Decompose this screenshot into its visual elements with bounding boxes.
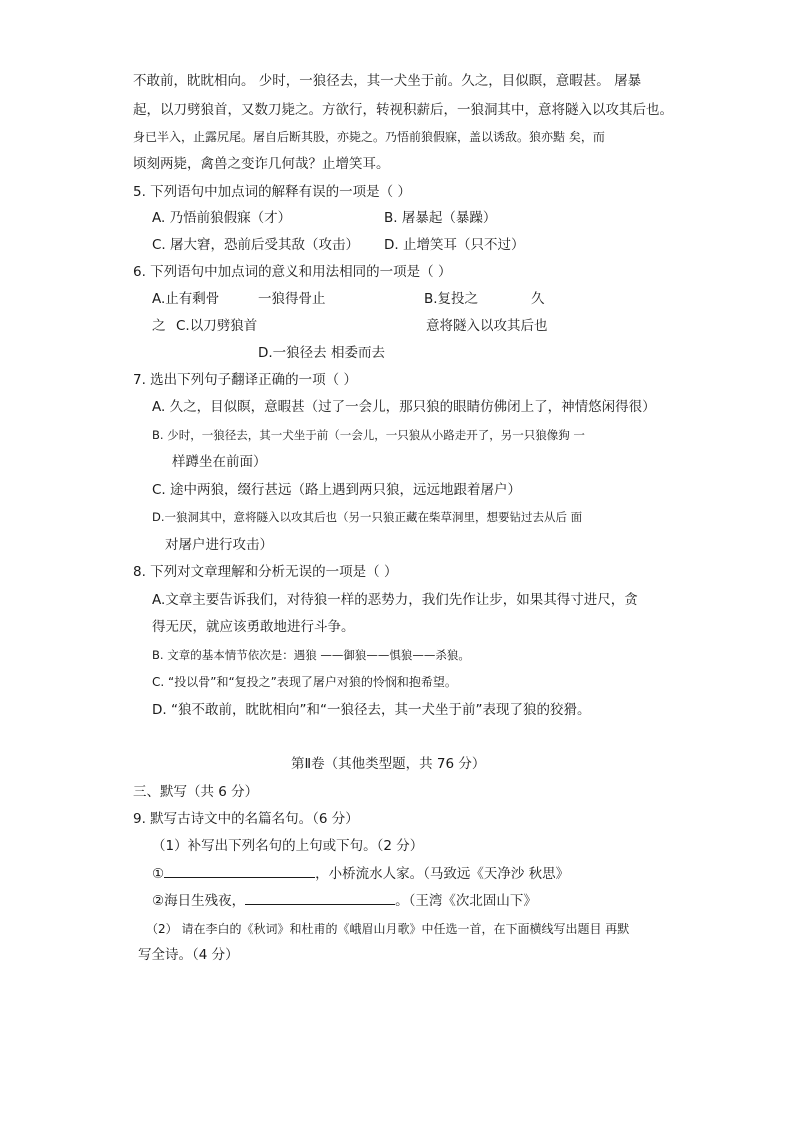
passage-line-2: 起，以刀劈狼首，又数刀毙之。方欲行，转视积薪后，一狼洞其中，意将隧入以攻其后也。 xyxy=(133,102,673,118)
q9-item-1-mark: ① xyxy=(152,866,165,882)
q8-option-d: D. “狼不敢前，眈眈相向”和“一狼径去，其一犬坐于前”表现了狼的狡猾。 xyxy=(152,702,591,718)
answer-blank-1[interactable] xyxy=(164,863,315,878)
q7-option-c: C. 途中两狼，缀行甚远（路上遇到两只狼，远远地跟着屠户） xyxy=(152,482,522,498)
q8-option-c: C. “投以骨”和“复投之”表现了屠户对狼的怜悯和抱希望。 xyxy=(152,675,457,689)
q8-option-a-line-1: A.文章主要告诉我们，对待狼一样的恶势力，我们先作让步，如果其得寸进尺，贪 xyxy=(152,592,638,608)
q8-stem: 8. 下列对文章理解和分析无误的一项是（ ） xyxy=(133,564,398,580)
q5-option-b: B. 屠暴起（暴躁） xyxy=(384,210,497,226)
q7-option-d-line-1: D.一狼洞其中，意将隧入以攻其后也（另一只狼正藏在柴草洞里，想要钻过去从后 面 xyxy=(152,510,583,524)
q5-option-c: C. 屠大窘，恐前后受其敌（攻击） xyxy=(152,237,360,253)
q7-option-b-line-2: 样蹲坐在前面） xyxy=(172,454,267,470)
passage-line-3: 身已半入，止露尻尾。屠自后断其股，亦毙之。乃悟前狼假寐，盖以诱敌。狼亦黠 矣，而 xyxy=(133,130,605,144)
q7-option-b-line-1: B. 少时，一狼径去，其一犬坐于前（一会儿，一只狼从小路走开了，另一只狼像狗 一 xyxy=(152,428,585,442)
q9-sub2-line-1: （2） 请在李白的《秋词》和杜甫的《峨眉山月歌》中任选一首，在下面横线写出题目 再默 xyxy=(146,922,630,936)
q9-stem: 9. 默写古诗文中的名篇名句。（6 分） xyxy=(133,811,359,827)
passage-line-4: 顷刻两毙，禽兽之变诈几何哉？止增笑耳。 xyxy=(133,156,390,172)
q9-sub1: （1）补写出下列名句的上句或下句。（2 分） xyxy=(152,838,424,854)
q5-option-d: D. 止增笑耳（只不过） xyxy=(384,237,525,253)
q7-stem: 7. 选出下列句子翻译正确的一项（ ） xyxy=(133,372,357,388)
q6-option-c-right: 意将隧入以攻其后也 xyxy=(426,318,548,334)
q9-sub2-line-2: 写全诗。（4 分） xyxy=(138,947,239,963)
q7-option-d-line-2: 对屠户进行攻击） xyxy=(165,537,273,553)
q9-item-1 xyxy=(152,863,569,884)
passage-line-1: 不敢前，眈眈相向。 少时，一狼径去，其一犬坐于前。久之，目似瞑，意暇甚。 屠暴 xyxy=(133,73,642,89)
part2-title: 第Ⅱ卷（其他类型题，共 76 分） xyxy=(291,756,486,772)
q6-option-d: D.一狼径去 相委而去 xyxy=(258,345,385,361)
q8-option-a-line-2: 得无厌，就应该勇敢地进行斗争。 xyxy=(152,619,355,635)
q6-option-b-tail: 之 xyxy=(152,318,166,334)
q9-item-2-text: ②海日生残夜， xyxy=(152,893,246,909)
q9-item-2-end: 。（王湾《次北固山下》 xyxy=(395,893,537,909)
q5-stem: 5. 下列语句中加点词的解释有误的一项是（ ） xyxy=(133,184,411,200)
q6-option-a-right: 一狼得骨止 xyxy=(258,291,326,307)
q9-item-1-text: ，小桥流水人家。（马致远《天净沙 秋思》 xyxy=(315,866,570,882)
q5-option-a: A. 乃悟前狼假寐（才） xyxy=(152,210,292,226)
q9-item-2 xyxy=(152,890,537,911)
answer-blank-2[interactable] xyxy=(245,890,395,905)
q6-option-a-left: A.止有剩骨 xyxy=(152,291,220,307)
q6-option-c-left: C.以刀劈狼首 xyxy=(176,318,258,334)
section-heading: 三、默写（共 6 分） xyxy=(133,784,259,800)
q6-option-b-right: 久 xyxy=(531,291,545,307)
q6-option-b-left: B.复投之 xyxy=(424,291,479,307)
q7-option-a: A. 久之，目似瞑，意暇甚（过了一会儿，那只狼的眼睛仿佛闭上了，神情悠闲得很） xyxy=(152,399,656,415)
q6-stem: 6. 下列语句中加点词的意义和用法相同的一项是（ ） xyxy=(133,264,452,280)
q8-option-b: B. 文章的基本情节依次是：遇狼 ——御狼——惧狼——杀狼。 xyxy=(152,648,470,662)
